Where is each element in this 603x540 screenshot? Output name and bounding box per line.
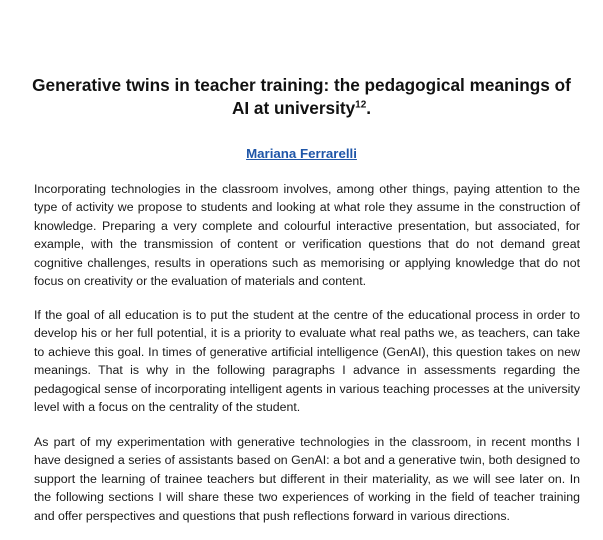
title-period: .: [366, 98, 372, 118]
body-paragraph-3: As part of my experimentation with generative technologies in the classroom, in recent months I have designed a series of assistants based on GenAI: a bot and a generative twin, both designed to support the learning of trainee teachers but different in their materiality, as we will see later on. In the following sections I will share these two experiences of working in the field of teacher training and offer perspectives and questions that push reflections forward in various directions.: [34, 435, 580, 523]
title-text: Generative twins in teacher training: the pedagogical meanings of AI at university: [32, 75, 571, 118]
body-paragraph-2: If the goal of all education is to put the student at the centre of the educational process in order to develop his or her full potential, it is a priority to evaluate what real paths we, as teachers, can take to achieve this goal. In times of generative artificial intelligence (GenAI), this question takes on new meanings. That is why in the following paragraphs I advance in assessments regarding the pedagogical sense of incorporating intelligent agents in various teaching processes at the university level with a focus on the centrality of the student.: [34, 308, 580, 415]
body-paragraph-1: Incorporating technologies in the classroom involves, among other things, paying attention to the type of activity we propose to students and looking at what role they assume in the construction of knowledge. Preparing a very complete and colourful interactive presentation, but associated, for example, with the transmission of content or verification questions that do not demand great cognitive challenges, results in operations such as memorising or applying knowledge that do not focus on creativity or the evaluation of materials and content.: [34, 182, 580, 289]
author-link[interactable]: Mariana Ferrarelli: [246, 146, 357, 161]
document-title: [30, 74, 573, 120]
title-footnote-marker[interactable]: 12: [355, 99, 367, 111]
author-line: [0, 145, 603, 163]
